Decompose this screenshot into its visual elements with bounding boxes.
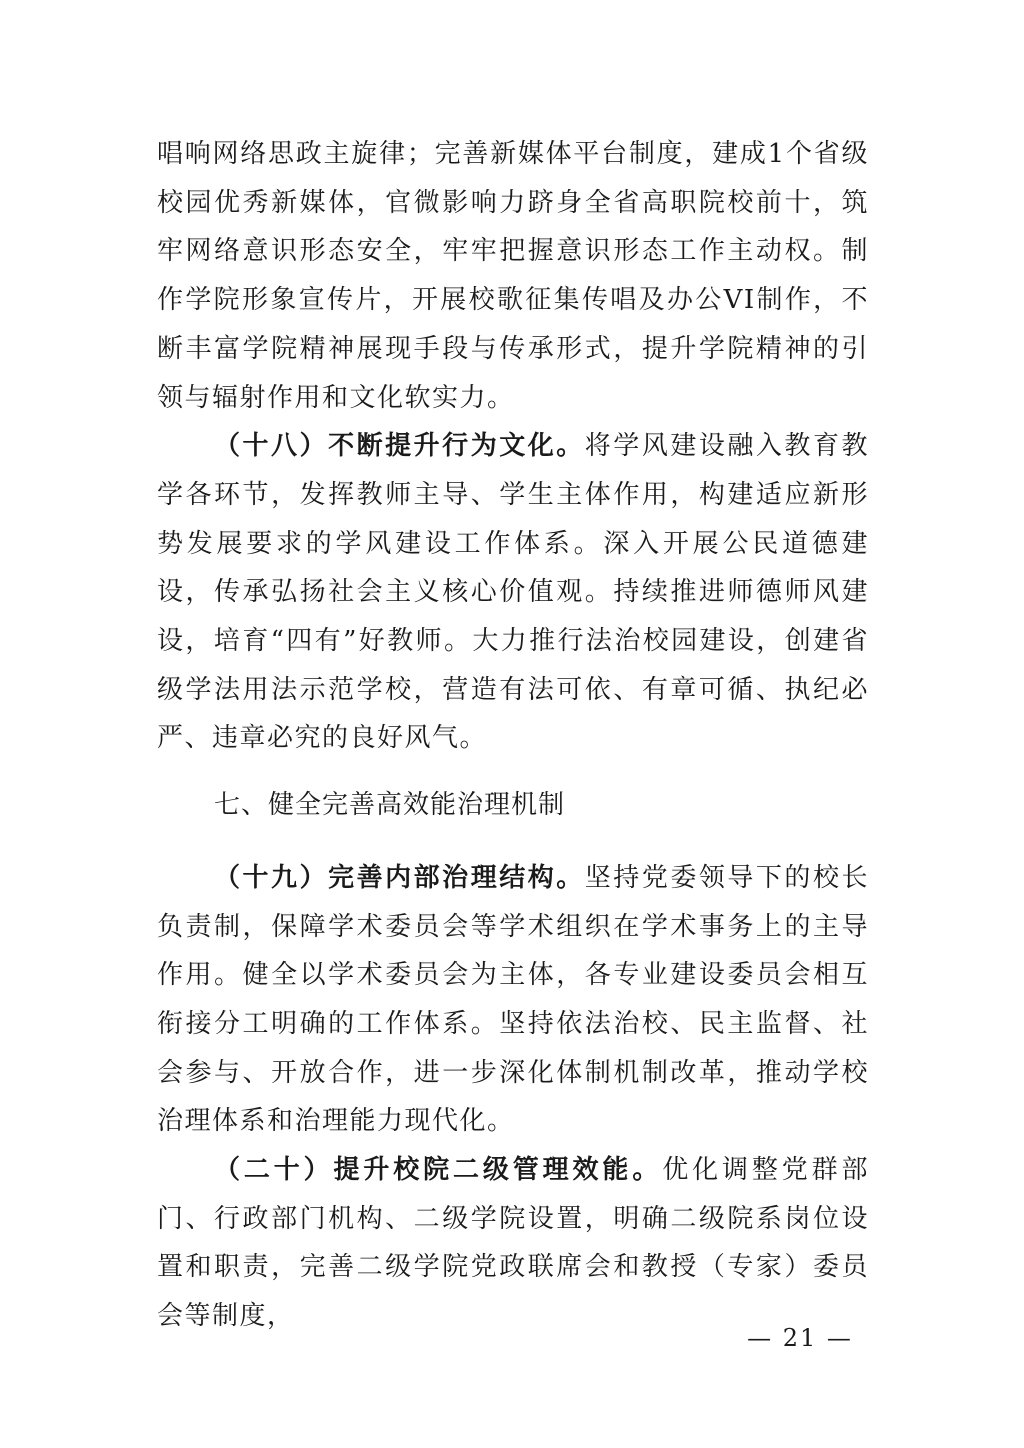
paragraph-text: 唱响网络思政主旋律；完善新媒体平台制度，建成1个省级校园优秀新媒体，官微影响力跻身全省高职院校前十，筑牢网络意识形态安全，牢牢把握意识形态工作主动权。制作学院形象宣传片，开展校歌征集传唱及办公VI制作，不断丰富学院精神展现手段与传承形式，提升学院精神的引领与辐射作用和文化软实力。: [157, 139, 869, 413]
paragraph-continued: [157, 130, 869, 422]
section-heading: 七、健全完善高效能治理机制: [214, 790, 566, 821]
paragraph-lead-heading: （十九）完善内部治理结构。: [214, 862, 585, 893]
paragraph-behavior-culture: [157, 422, 869, 763]
paragraph-lead-heading: （十八）不断提升行为文化。: [214, 431, 585, 462]
paragraph-two-level-management: [157, 1146, 869, 1341]
paragraph-text: 将学风建设融入教育教学各环节，发挥教师主导、学生主体作用，构建适应新形势发展要求的学风建设工作体系。深入开展公民道德建设，传承弘扬社会主义核心价值观。持续推进师德师风建设，培育“四有”好教师。大力推行法治校园建设，创建省级学法用法示范学校，营造有法可依、有章可循、执纪必严、违章必究的良好风气。: [157, 431, 869, 754]
paragraph-lead-heading: （二十）提升校院二级管理效能。: [214, 1155, 663, 1186]
document-body: [157, 130, 869, 1341]
paragraph-text: 优化调整党群部门、行政部门机构、二级学院设置，明确二级院系岗位设置和职责，完善二级学院党政联席会和教授（专家）委员会等制度，: [157, 1155, 869, 1332]
page-number: — 21 —: [747, 1324, 853, 1352]
paragraph-internal-governance: [157, 854, 869, 1146]
paragraph-text: 坚持党委领导下的校长负责制，保障学术委员会等学术组织在学术事务上的主导作用。健全以学术委员会为主体，各专业建设委员会相互衔接分工明确的工作体系。坚持依法治校、民主监督、社会参与、开放合作，进一步深化体制机制改革，推动学校治理体系和治理能力现代化。: [157, 862, 869, 1137]
